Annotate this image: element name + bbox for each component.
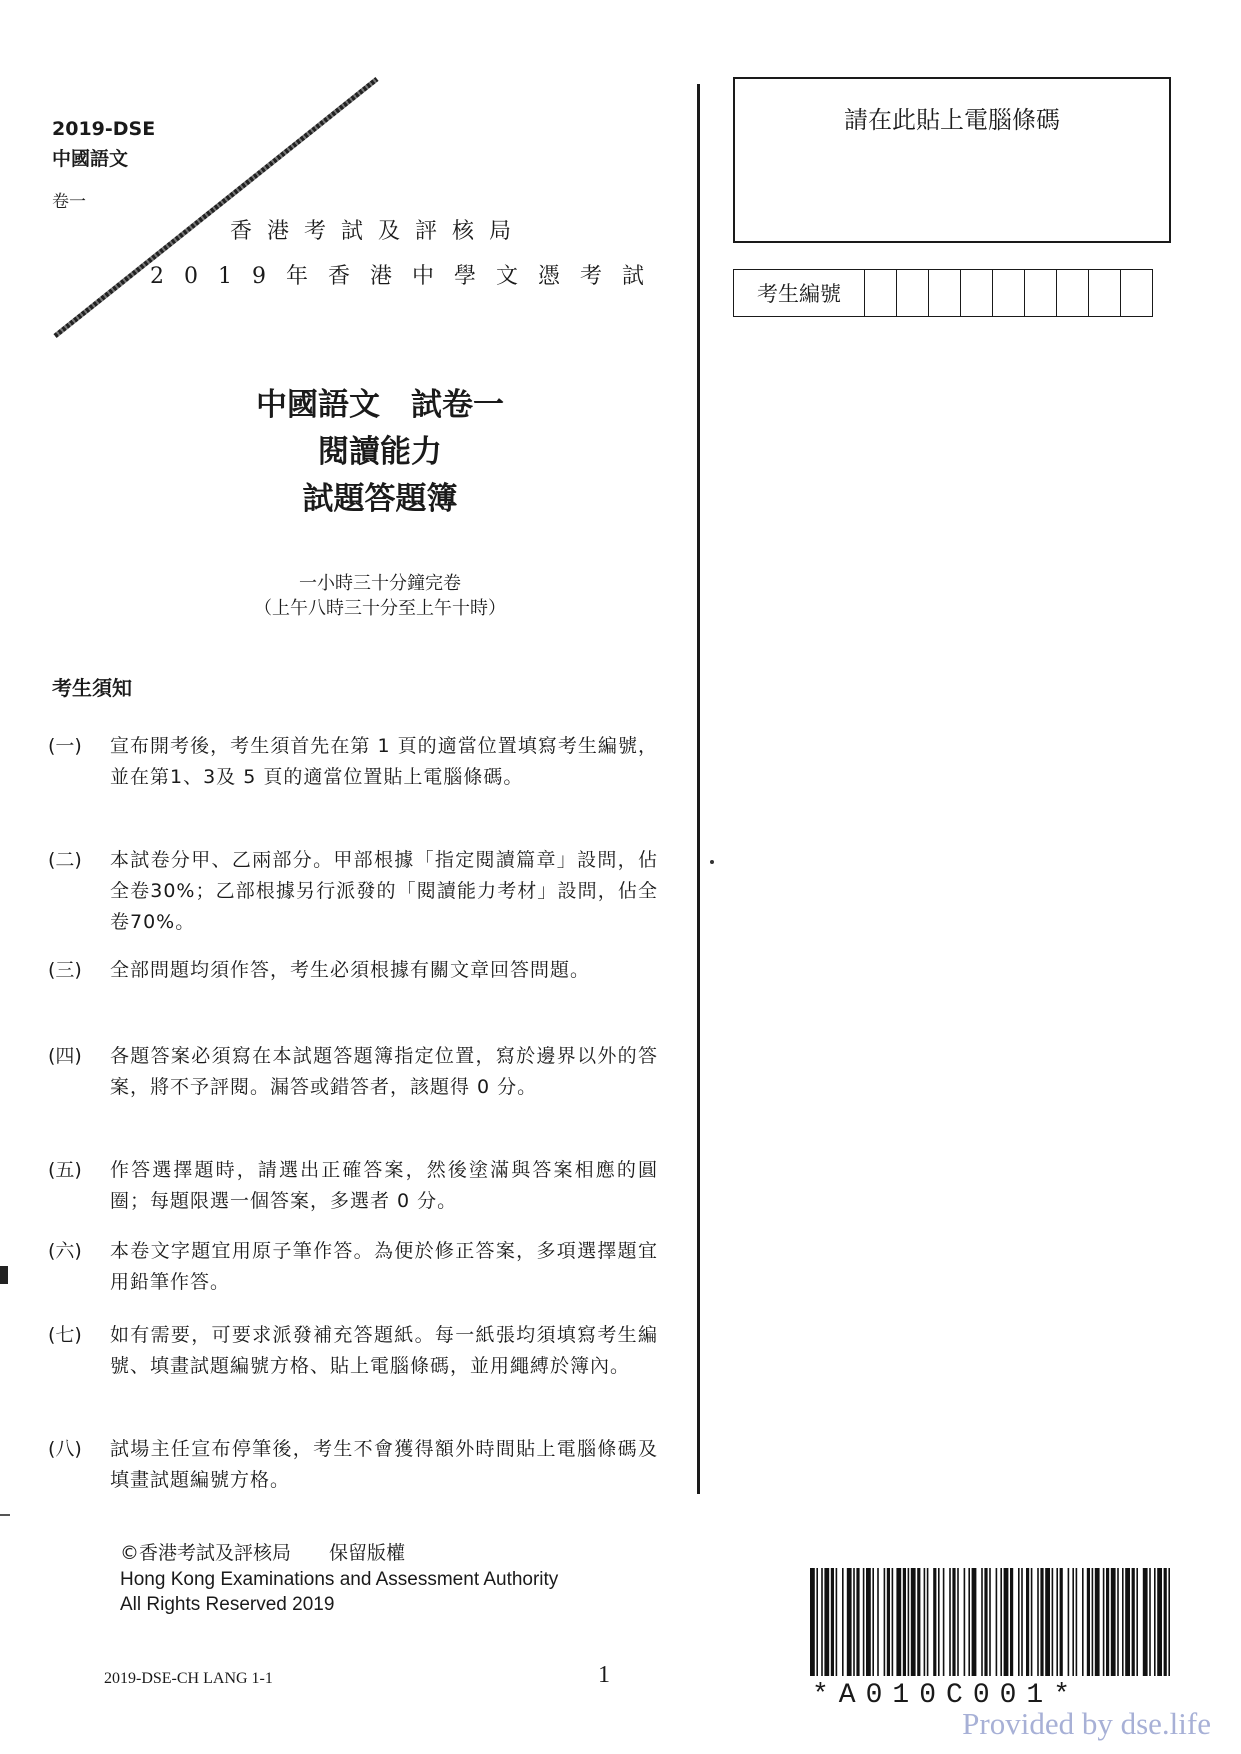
instruction-item [48, 1320, 658, 1382]
copyright-chinese: ©香港考試及評核局 保留版權 [120, 1542, 406, 1564]
notice-heading: 考生須知 [52, 676, 132, 700]
candidate-number-cell[interactable] [865, 270, 897, 317]
candidate-number-cell[interactable] [961, 270, 993, 317]
candidate-number-cell[interactable] [897, 270, 929, 317]
paper-booklet-label: 試題答題簿 [302, 481, 458, 517]
copyright-year: All Rights Reserved 2019 [120, 1594, 335, 1615]
instruction-text: 本試卷分甲、乙兩部分。甲部根據「指定閱讀篇章」設問，佔全卷30%；乙部根據另行派發的「閱讀能力考材」設問，佔全卷70%。 [110, 849, 658, 933]
exam-title: 2019年香港中學文憑考試 [150, 264, 664, 289]
instruction-item [48, 845, 658, 938]
candidate-number-cell[interactable] [993, 270, 1025, 317]
instruction-number: (三) [48, 959, 82, 981]
edge-tick [0, 1514, 10, 1516]
candidate-number-cell[interactable] [1057, 270, 1089, 317]
barcode-text: *A010C001* [812, 1680, 1081, 1711]
duration-text: 一小時三十分鐘完卷 [299, 573, 461, 594]
header-code: 2019-DSE [52, 118, 156, 140]
instruction-text: 作答選擇題時，請選出正確答案，然後塗滿與答案相應的圓圈；每題限選一個答案，多選者 0 分。 [110, 1159, 658, 1212]
paper-subtitle: 閱讀能力 [318, 434, 442, 470]
stray-mark [710, 860, 714, 864]
candidate-number-cell[interactable] [1121, 270, 1153, 317]
barcode-image [810, 1568, 1172, 1676]
instruction-text: 如有需要，可要求派發補充答題紙。每一紙張均須填寫考生編號、填畫試題編號方格、貼上電腦條碼，並用繩縛於簿內。 [110, 1324, 658, 1377]
instruction-number: (四) [48, 1045, 82, 1067]
header-subject: 中國語文 [52, 148, 129, 170]
paper-title: 中國語文 試卷一 [256, 387, 504, 423]
instruction-text: 全部問題均須作答，考生必須根據有關文章回答問題。 [110, 959, 591, 981]
diagonal-stripe [53, 77, 378, 338]
header-paper: 卷一 [52, 192, 86, 212]
instruction-text: 本卷文字題宜用原子筆作答。為便於修正答案，多項選擇題宜用鉛筆作答。 [110, 1240, 658, 1293]
instruction-number: (七) [48, 1324, 82, 1346]
instruction-text: 宣布開考後，考生須首先在第 1 頁的適當位置填寫考生編號，並在第1、3及 5 頁的適當位置貼上電腦條碼。 [110, 735, 658, 788]
instruction-number: (二) [48, 849, 82, 871]
edge-mark [0, 1266, 8, 1284]
column-divider [697, 84, 700, 1494]
candidate-number-label: 考生編號 [734, 270, 865, 317]
instruction-text: 試場主任宣布停筆後，考生不會獲得額外時間貼上電腦條碼及填畫試題編號方格。 [110, 1438, 658, 1491]
authority-name: 香港考試及評核局 [230, 219, 527, 244]
instruction-item [48, 1434, 658, 1496]
instruction-number: (六) [48, 1240, 82, 1262]
instruction-item [48, 731, 658, 793]
barcode-box-label: 請在此貼上電腦條碼 [844, 106, 1060, 134]
provided-by-watermark: Provided by dse.life [962, 1706, 1211, 1741]
instruction-number: (五) [48, 1159, 82, 1181]
candidate-number-cell[interactable] [1025, 270, 1057, 317]
page-number: 1 [598, 1662, 610, 1688]
instruction-item [48, 1041, 658, 1103]
instruction-number: (八) [48, 1438, 82, 1460]
candidate-number-cell[interactable] [1089, 270, 1121, 317]
paper-code: 2019-DSE-CH LANG 1-1 [104, 1670, 273, 1687]
copyright-english: Hong Kong Examinations and Assessment Authority [120, 1569, 559, 1590]
instruction-number: (一) [48, 735, 82, 757]
instruction-item [48, 1155, 658, 1217]
instruction-text: 各題答案必須寫在本試題答題簿指定位置，寫於邊界以外的答案，將不予評閱。漏答或錯答者，該題得 0 分。 [110, 1045, 658, 1098]
candidate-number-table [733, 269, 1153, 317]
candidate-number-cell[interactable] [929, 270, 961, 317]
instruction-item [48, 1236, 658, 1298]
duration-time: （上午八時三十分至上午十時） [254, 598, 506, 619]
instruction-item [48, 955, 658, 986]
